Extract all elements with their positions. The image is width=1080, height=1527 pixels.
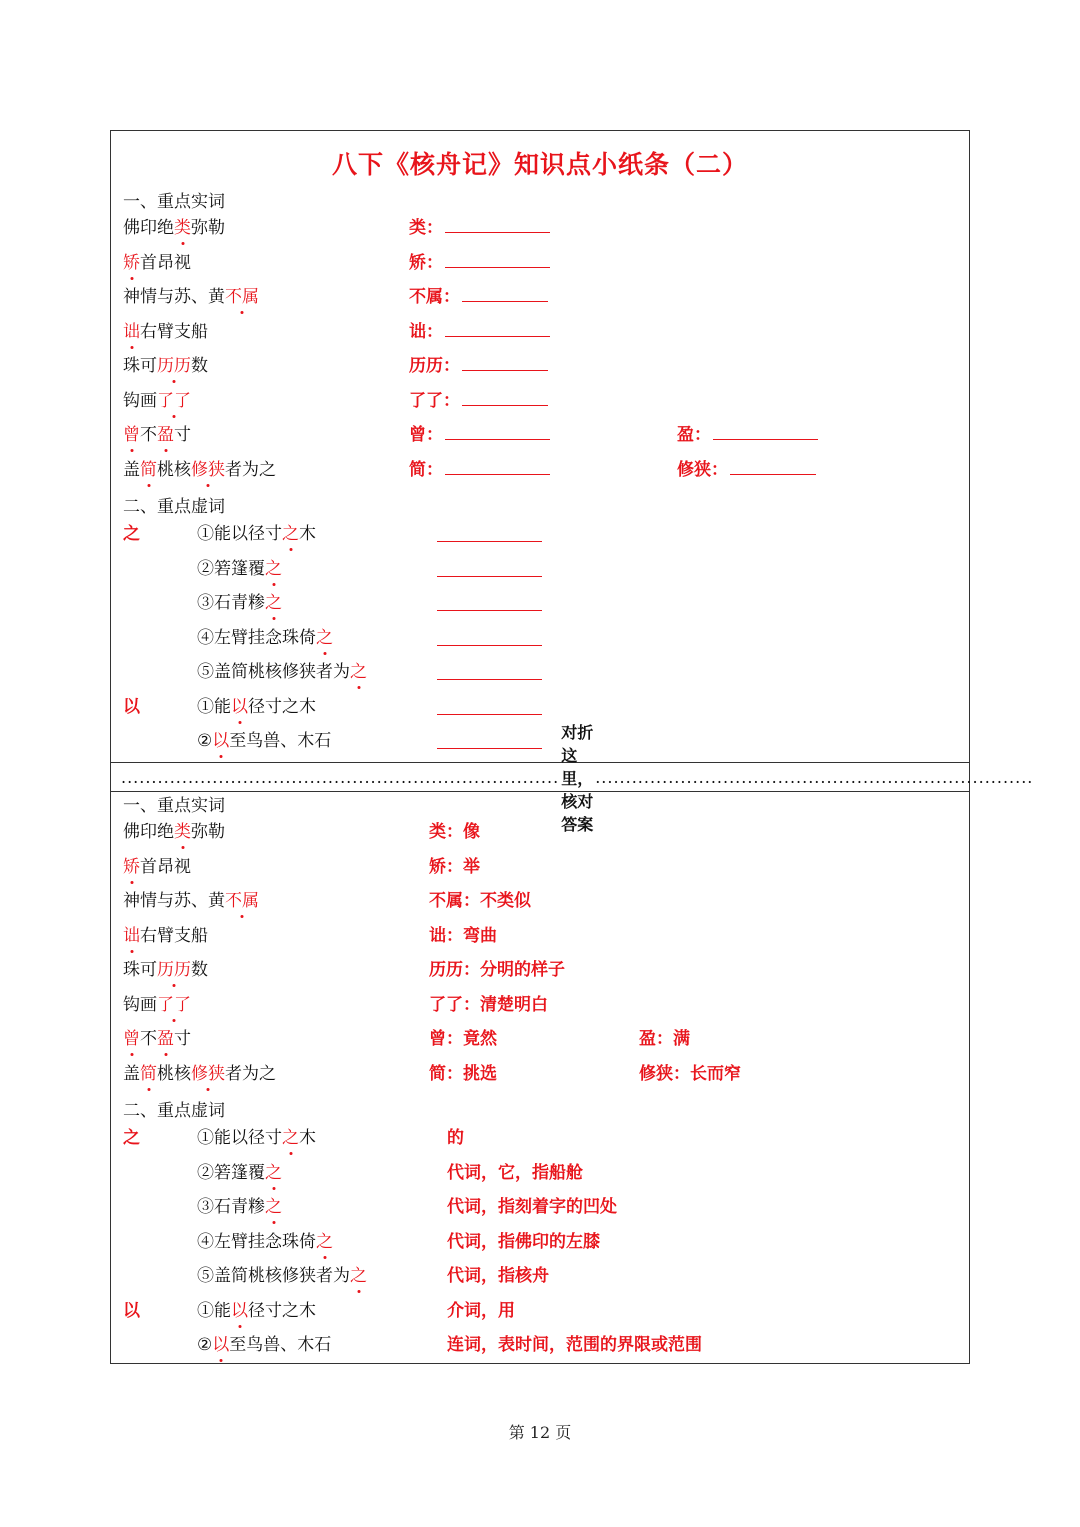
emphasized-char: 矫 <box>123 250 140 276</box>
question-row <box>123 215 969 249</box>
answer-row <box>123 992 969 1026</box>
phrase <box>197 728 331 754</box>
phrase-text: ② <box>197 1335 213 1355</box>
emphasized-char: 以 <box>231 694 248 720</box>
phrase-text: 钩画 <box>123 390 157 411</box>
phrase <box>123 888 259 914</box>
answer-text: 代词，它，指船舱 <box>447 1162 583 1183</box>
answer-row <box>123 854 969 888</box>
blank-field[interactable] <box>437 521 542 550</box>
phrase-text: 佛印绝 <box>123 822 174 842</box>
section-header-shici: 一、重点实词 <box>123 192 225 212</box>
phrase <box>123 284 259 310</box>
phrase <box>123 819 225 845</box>
phrase <box>123 388 191 414</box>
emphasized-char: 曾 <box>123 1026 140 1052</box>
answer-row <box>123 1263 969 1297</box>
blank-field[interactable]: 盈： <box>677 422 818 448</box>
phrase-text: ② <box>197 731 213 751</box>
answer-text: 简：挑选 <box>429 1063 497 1084</box>
answer-text: 曾：竟然 <box>429 1029 497 1049</box>
blank-field[interactable]: 诎： <box>409 319 550 345</box>
phrase <box>197 521 316 547</box>
question-row <box>123 284 969 318</box>
emphasized-char: 之 <box>350 659 367 685</box>
phrase-text: 珠可 <box>123 356 157 376</box>
function-word: 之 <box>123 1128 140 1148</box>
answer-text: 连词，表时间，范围的界限或范围 <box>447 1335 702 1355</box>
answer-text: 代词，指核舟 <box>447 1266 549 1286</box>
blank-field[interactable] <box>437 659 542 688</box>
worksheet-table <box>110 130 1034 1364</box>
blank-field[interactable]: 不属： <box>409 284 548 310</box>
answer-text: 盈：满 <box>639 1029 690 1049</box>
phrase-text: ⑤盖简桃核修狭者为 <box>197 1266 350 1286</box>
phrase-text: 盖 <box>123 459 140 480</box>
phrase-text: 寸 <box>174 425 191 445</box>
phrase-text: 至鸟兽、木石 <box>229 731 332 751</box>
phrase <box>197 1332 331 1358</box>
question-row <box>123 353 969 387</box>
phrase <box>197 1263 367 1289</box>
blank-field[interactable]: 修狭： <box>677 457 816 483</box>
emphasized-char: 之 <box>265 590 282 616</box>
phrase <box>123 215 225 241</box>
emphasized-char: 之 <box>350 1263 367 1289</box>
answer-row <box>123 1194 969 1228</box>
blank-field[interactable]: 类： <box>409 215 550 241</box>
dotted-leader: ........................................................................ <box>121 767 560 787</box>
phrase-text: 不 <box>140 425 157 445</box>
phrase-text: ②箬篷覆 <box>197 1162 265 1183</box>
question-row <box>123 556 969 590</box>
blank-field[interactable]: 了了： <box>409 388 548 414</box>
answer-row <box>123 1229 969 1263</box>
emphasized-char: 以 <box>212 728 229 754</box>
phrase-text: 珠可 <box>123 960 157 980</box>
emphasized-char: 简 <box>140 457 157 483</box>
phrase <box>197 694 316 720</box>
emphasized-char: 历历 <box>157 353 191 379</box>
blank-field[interactable]: 历历： <box>409 353 548 379</box>
emphasized-char: 不属 <box>225 888 259 914</box>
emphasized-char: 之 <box>316 625 333 651</box>
question-row <box>123 521 969 555</box>
phrase <box>197 556 282 582</box>
function-word: 之 <box>123 524 140 544</box>
emphasized-char: 之 <box>265 1160 282 1186</box>
answer-text: 的 <box>447 1128 464 1148</box>
section-header-xuci-answers: 二、重点虚词 <box>123 1101 225 1121</box>
fold-instruction: 对折这里，核对答案 <box>561 722 594 834</box>
emphasized-char: 以 <box>231 1298 248 1324</box>
phrase-text: ⑤盖简桃核修狭者为 <box>197 662 350 682</box>
emphasized-char: 以 <box>212 1332 229 1358</box>
answer-row <box>123 1125 969 1159</box>
emphasized-char: 诎 <box>123 923 140 949</box>
phrase-text: 神情与苏、黄 <box>123 891 225 911</box>
question-row <box>123 625 969 659</box>
phrase-text: ①能以径寸 <box>197 1128 282 1148</box>
answer-row <box>123 1026 969 1060</box>
phrase-text: ①能 <box>197 1300 231 1321</box>
question-row <box>123 250 969 284</box>
phrase <box>123 957 208 983</box>
phrase <box>123 319 208 345</box>
phrase-text: 桃核 <box>157 1063 191 1084</box>
emphasized-char: 之 <box>316 1229 333 1255</box>
answer-text: 不属：不类似 <box>429 891 531 911</box>
phrase-text: 数 <box>191 356 208 376</box>
phrase-text: ④左臂挂念珠倚 <box>197 1231 316 1252</box>
question-row <box>123 728 969 762</box>
phrase <box>123 250 191 276</box>
blank-field[interactable] <box>437 625 542 654</box>
phrase-text: 神情与苏、黄 <box>123 287 225 307</box>
emphasized-char: 矫 <box>123 854 140 880</box>
blank-field[interactable]: 曾： <box>409 422 550 448</box>
answer-text: 代词，指佛印的左膝 <box>447 1231 600 1252</box>
emphasized-char: 类 <box>174 215 191 241</box>
phrase-text: 木 <box>299 524 316 544</box>
phrase-text: 桃核 <box>157 459 191 480</box>
phrase-text: 不 <box>140 1029 157 1049</box>
phrase <box>197 590 282 616</box>
answer-row <box>123 888 969 922</box>
phrase <box>197 1194 282 1220</box>
blank-field[interactable] <box>437 590 542 619</box>
question-row <box>123 422 969 456</box>
question-row <box>123 319 969 353</box>
page-number: 第 12 页 <box>508 1423 572 1442</box>
answer-row <box>123 1061 969 1095</box>
phrase <box>197 1125 316 1151</box>
answer-text: 类：像 <box>429 822 480 842</box>
phrase-text: ①能以径寸 <box>197 524 282 544</box>
dotted-leader: ........................................................................ <box>595 767 1034 787</box>
answer-row <box>123 957 969 991</box>
answer-row <box>123 1160 969 1194</box>
question-row <box>123 659 969 693</box>
phrase-text: 右臂支船 <box>140 321 208 342</box>
emphasized-char: 诎 <box>123 319 140 345</box>
phrase-text: 钩画 <box>123 994 157 1015</box>
phrase <box>197 659 367 685</box>
emphasized-char: 之 <box>265 556 282 582</box>
emphasized-char: 修狭 <box>191 1061 225 1087</box>
answer-row <box>123 923 969 957</box>
phrase-text: 径寸之木 <box>248 1300 316 1321</box>
question-row <box>123 457 969 491</box>
phrase <box>123 353 208 379</box>
question-row <box>123 590 969 624</box>
emphasized-char: 盈 <box>157 1026 174 1052</box>
emphasized-char: 不属 <box>225 284 259 310</box>
phrase-text: ③石青糁 <box>197 593 265 613</box>
emphasized-char: 曾 <box>123 422 140 448</box>
phrase-text: 者为之 <box>225 1063 276 1084</box>
emphasized-char: 之 <box>282 521 299 547</box>
emphasized-char: 盈 <box>157 422 174 448</box>
phrase <box>123 923 208 949</box>
question-row <box>123 388 969 422</box>
blank-field[interactable] <box>437 694 542 723</box>
page-title: 八下《核舟记》知识点小纸条（二） <box>331 150 748 179</box>
phrase <box>123 422 191 448</box>
phrase-text: 右臂支船 <box>140 925 208 946</box>
phrase <box>197 1229 333 1255</box>
phrase <box>123 1061 276 1087</box>
phrase-text: 盖 <box>123 1063 140 1084</box>
phrase <box>197 1298 316 1324</box>
blank-field[interactable]: 矫： <box>409 250 550 276</box>
answer-row <box>123 1332 969 1366</box>
emphasized-char: 之 <box>265 1194 282 1220</box>
phrase-text: 数 <box>191 960 208 980</box>
emphasized-char: 了了 <box>157 992 191 1018</box>
phrase <box>123 992 191 1018</box>
phrase-text: ①能 <box>197 696 231 717</box>
answer-text: 了了：清楚明白 <box>429 994 548 1015</box>
function-word: 以 <box>123 1300 140 1321</box>
phrase-text: 弥勒 <box>191 218 225 238</box>
phrase-text: 寸 <box>174 1029 191 1049</box>
answer-text: 矫：举 <box>429 856 480 877</box>
phrase <box>197 1160 282 1186</box>
emphasized-char: 类 <box>174 819 191 845</box>
phrase-text: ③石青糁 <box>197 1197 265 1217</box>
phrase <box>123 457 276 483</box>
blank-field[interactable]: 简： <box>409 457 550 483</box>
section-header-xuci: 二、重点虚词 <box>123 497 225 517</box>
blank-field[interactable] <box>437 728 542 757</box>
emphasized-char: 修狭 <box>191 457 225 483</box>
phrase-text: ④左臂挂念珠倚 <box>197 627 316 648</box>
answer-row <box>123 1298 969 1332</box>
phrase <box>123 1026 191 1052</box>
phrase-text: 首昂视 <box>140 856 191 877</box>
phrase-text: 至鸟兽、木石 <box>229 1335 332 1355</box>
blank-field[interactable] <box>437 556 542 585</box>
answer-text: 代词，指刻着字的凹处 <box>447 1197 617 1217</box>
emphasized-char: 之 <box>282 1125 299 1151</box>
section-header-shici-answers: 一、重点实词 <box>123 796 225 816</box>
answer-text: 修狭：长而窄 <box>639 1063 741 1084</box>
phrase-text: 首昂视 <box>140 252 191 273</box>
answer-text: 历历：分明的样子 <box>429 960 565 980</box>
function-word: 以 <box>123 696 140 717</box>
emphasized-char: 简 <box>140 1061 157 1087</box>
phrase-text: ②箬篷覆 <box>197 558 265 579</box>
phrase-text: 者为之 <box>225 459 276 480</box>
question-row <box>123 694 969 728</box>
emphasized-char: 了了 <box>157 388 191 414</box>
phrase <box>123 854 191 880</box>
answer-text: 介词，用 <box>447 1300 515 1321</box>
phrase <box>197 625 333 651</box>
answer-row <box>123 819 969 853</box>
answer-text: 诎：弯曲 <box>429 925 497 946</box>
phrase-text: 佛印绝 <box>123 218 174 238</box>
emphasized-char: 历历 <box>157 957 191 983</box>
phrase-text: 径寸之木 <box>248 696 316 717</box>
phrase-text: 弥勒 <box>191 822 225 842</box>
phrase-text: 木 <box>299 1128 316 1148</box>
